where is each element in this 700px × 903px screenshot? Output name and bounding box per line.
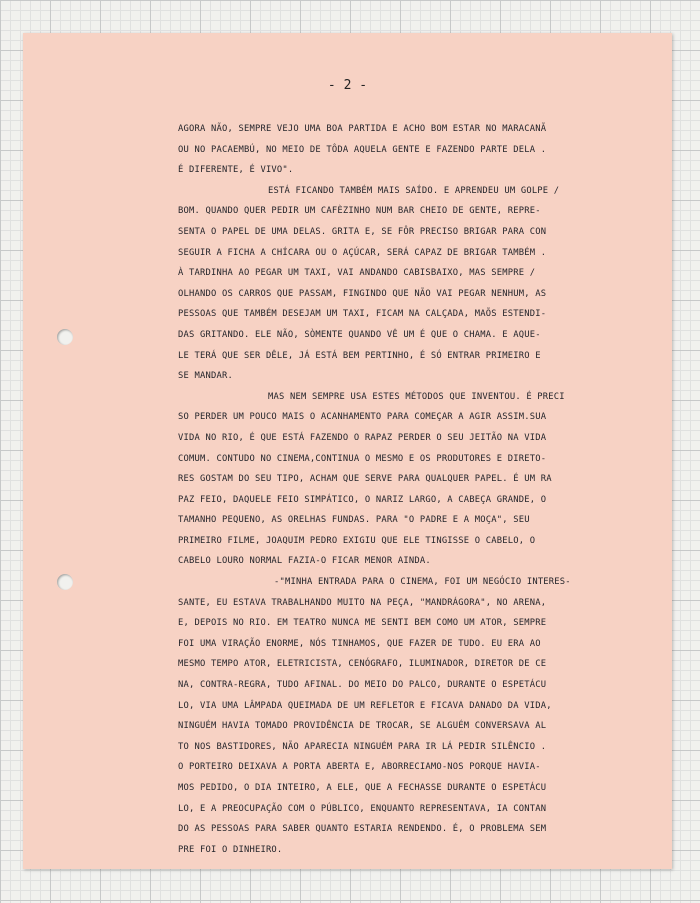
text-line: NA, CONTRA-REGRA, TUDO AFINAL. DO MEIO DO PALCO, DURANTE O ESPETÁCU [178,680,547,691]
text-line: NINGUÉM HAVIA TOMADO PROVIDÊNCIA DE TROCAR, SE ALGUÉM CONVERSAVA AL [178,721,547,732]
text-line: MESMO TEMPO ATOR, ELETRICISTA, CENÓGRAFO, ILUMINADOR, DIRETOR DE CE [178,659,547,670]
text-line: MOS PEDIDO, O DIA INTEIRO, A ELE, QUE A FECHASSE DURANTE O ESPETÁCU [178,783,547,793]
text-line: E, DEPOIS NO RIO. EM TEATRO NUNCA ME SENTI BEM COMO UM ATOR, SEMPRE [178,618,547,629]
text-line: CABELO LOURO NORMAL FAZIA-O FICAR MENOR AINDA. [178,556,431,567]
text-line: LE TERÁ QUE SER DÊLE, JÁ ESTÁ BEM PERTINHO, É SÓ ENTRAR PRIMEIRO E [178,350,541,361]
text-line: PESSOAS QUE TAMBÉM DESEJAM UM TAXI, FICAM NA CALÇADA, MAÕS ESTENDI- [178,309,547,320]
text-line: SENTA O PAPEL DE UMA DELAS. GRITA E, SE FÔR PRECISO BRIGAR PARA CON [178,226,547,237]
text-line: TO NOS BASTIDORES, NÃO APARECIA NINGUÉM PARA IR LÁ PEDIR SILÊNCIO . [178,741,547,752]
text-line: LO, E A PREOCUPAÇÃO COM O PÚBLICO, ENQUANTO REPRESENTAVA, IA CONTAN [178,803,547,814]
text-line: BOM. QUANDO QUER PEDIR UM CAFÈZINHO NUM BAR CHEIO DE GENTE, REPRE- [178,206,541,217]
text-line: LO, VIA UMA LÂMPADA QUEIMADA DE UM REFLETOR E FICAVA DANADO DA VIDA, [178,700,552,711]
text-line: FOI UMA VIRAÇÃO ENORME, NÓS TINHAMOS, QUE FAZER DE TUDO. EU ERA AO [178,638,541,649]
text-line: PRE FOI O DINHEIRO. [178,844,283,855]
text-line: COMUM. CONTUDO NO CINEMA,CONTINUA O MESMO E OS PRODUTORES E DIRETO- [178,453,547,464]
text-line: OU NO PACAEMBÚ, NO MEIO DE TÔDA AQUELA GENTE E FAZENDO PARTE DELA . [178,144,547,155]
text-line: VIDA NO RIO, É QUE ESTÁ FAZENDO O RAPAZ PERDER O SEU JEITÃO NA VIDA [178,432,547,443]
punch-hole [57,574,73,590]
text-line: À TARDINHA AO PEGAR UM TAXI, VAI ANDANDO CABISBAIXO, MAS SEMPRE / [178,268,536,279]
page-number: - 2 - [327,78,368,93]
text-line: DO AS PESSOAS PARA SABER QUANTO ESTARIA RENDENDO. É, O PROBLEMA SEM [178,824,547,835]
text-line: SO PERDER UM POUCO MAIS O ACANHAMENTO PARA COMEÇAR A AGIR ASSIM.SUA [178,412,547,423]
text-line: MAS NEM SEMPRE USA ESTES MÉTODOS QUE INVENTOU. É PRECI [268,391,565,402]
text-line: SANTE, EU ESTAVA TRABALHANDO MUITO NA PEÇA, "MANDRÁGORA", NO ARENA, [178,597,547,608]
text-line: AGORA NÃO, SEMPRE VEJO UMA BOA PARTIDA E ACHO BOM ESTAR NO MARACANÃ [178,124,547,134]
text-line: PRIMEIRO FILME, JOAQUIM PEDRO EXIGIU QUE ELE TINGISSE O CABELO, O [178,535,536,546]
text-line: SEGUIR A FICHA A CHÍCARA OU O AÇÚCAR, SERÁ CAPAZ DE BRIGAR TAMBÉM . [178,247,547,258]
text-line: RES GOSTAM DO SEU TIPO, ACHAM QUE SERVE PARA QUALQUER PAPEL. É UM RA [178,474,552,485]
punch-hole [57,329,73,345]
text-line: PAZ FEIO, DAQUELE FEIO SIMPÁTICO, O NARIZ LARGO, A CABEÇA GRANDE, O [178,494,547,505]
typed-page [23,33,672,869]
text-line: ESTÁ FICANDO TAMBÉM MAIS SAÍDO. E APRENDEU UM GOLPE / [268,185,560,196]
text-line: O PORTEIRO DEIXAVA A PORTA ABERTA E, ABORRECIAMO-NOS PORQUE HAVIA- [178,762,541,773]
text-line: DAS GRITANDO. ELE NÃO, SÒMENTE QUANDO VÊ UM É QUE O CHAMA. E AQUE- [178,329,541,340]
text-line: É DIFERENTE, É VIVO". [178,165,294,176]
text-line: TAMANHO PEQUENO, AS ORELHAS FUNDAS. PARA "O PADRE E A MOÇA", SEU [178,515,530,526]
text-line: OLHANDO OS CARROS QUE PASSAM, FINGINDO QUE NÃO VAI PEGAR NENHUM, AS [178,288,547,299]
text-line: SE MANDAR. [178,371,233,382]
text-line: -"MINHA ENTRADA PARA O CINEMA, FOI UM NEGÓCIO INTERES- [274,577,571,588]
typed-text-body [178,119,628,860]
